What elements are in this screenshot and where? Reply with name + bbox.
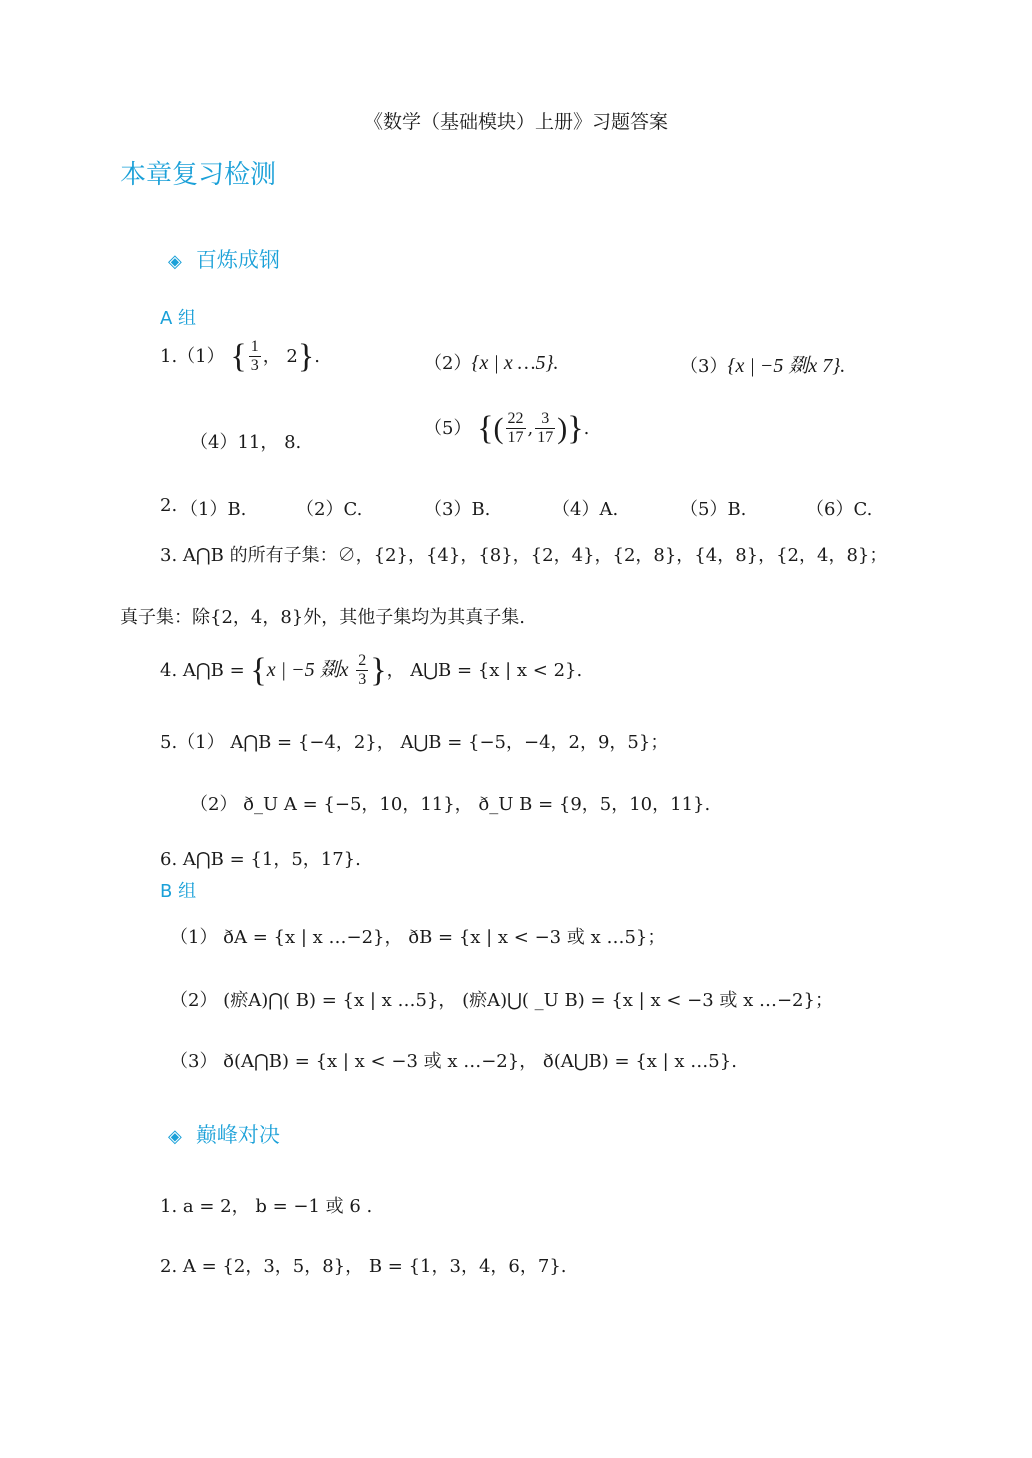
answer-2-item: （3）B. [424, 499, 491, 520]
answer-c-1: 1. a = 2， b = −1 或 6 . [160, 1196, 373, 1217]
section-title: 巅峰对决 [195, 1123, 280, 1147]
chapter-title: 本章复习检测 [120, 160, 277, 190]
answer-b-2: （2） (瘀A)⋂( B) = {x | x …5}， (瘀A)⋃( _U B) = {x | x < −3 或 x …−2}； [170, 990, 833, 1011]
answer-1-part-1: 1.（1） { $\frac{1}{3}$ ， 2}. [160, 337, 320, 375]
answer-c-2: 2. A = {2，3，5，8}， B = {1，3，4，6，7}. [160, 1256, 567, 1277]
answer-5-line-2: （2） ð_U A = {−5，10，11}， ð_U B = {9，5，10，11}. [190, 794, 711, 815]
answer-4: 4. A⋂B = {x | −5 剟x $\frac{2}{3}$ }， A⋃B = {x | x < 2}. [160, 651, 583, 689]
answer-b-3: （3） ð(A⋂B) = {x | x < −3 或 x …−2}， ð(A⋃B) = {x | x …5}. [170, 1051, 737, 1072]
section-heading-practice [168, 244, 280, 274]
answer-1-part-2: （2）{x | x …5}. [424, 352, 559, 374]
answer-3-line-1: 3. A⋂B 的所有子集：∅，{2}，{4}，{8}，{2，4}，{2，8}，{4，8}，{2，4，8}； [160, 545, 888, 566]
group-b-label: B 组 [160, 881, 197, 902]
answer-1-part-4: （4）11， 8. [190, 432, 302, 453]
fraction: $\frac{22}{17}$ [507, 410, 524, 447]
answer-3-line-2: 真子集：除{2，4，8}外，其他子集均为其真子集. [120, 607, 525, 628]
answer-2-item: （1）B. [180, 499, 247, 520]
answer-2-item: （5）B. [680, 499, 747, 520]
fraction: $\frac{3}{17}$ [537, 410, 554, 447]
answer-b-1: （1） ðA = {x | x …−2}， ðB = {x | x < −3 或 x …5}； [170, 927, 666, 948]
answer-2-item: （2）C. [296, 499, 363, 520]
document-title: 《数学（基础模块）上册》习题答案 [363, 111, 668, 133]
answer-2-number: 2. [160, 495, 178, 516]
diamond-icon: ◈ [168, 1126, 182, 1147]
answer-5-line-1: 5.（1） A⋂B = {−4，2}， A⋃B = {−5，−4，2，9，5}； [160, 732, 669, 753]
group-a-label: A 组 [160, 308, 197, 329]
diamond-icon: ◈ [168, 251, 182, 272]
answer-1-part-3: （3）{x | −5 剟x 7}. [680, 355, 846, 377]
section-title: 百炼成钢 [195, 248, 280, 272]
section-heading-challenge [168, 1119, 280, 1149]
fraction: $\frac{2}{3}$ [358, 652, 367, 689]
answer-1-part-5: （5） {( $\frac{22}{17}$ , $\frac{3}{17}$ )}. [424, 409, 590, 447]
answer-2-item: （6）C. [806, 499, 873, 520]
answer-2-item: （4）A. [552, 499, 619, 520]
fraction: $\frac{1}{3}$ [250, 338, 259, 375]
answer-6: 6. A⋂B = {1，5，17}. [160, 849, 361, 870]
